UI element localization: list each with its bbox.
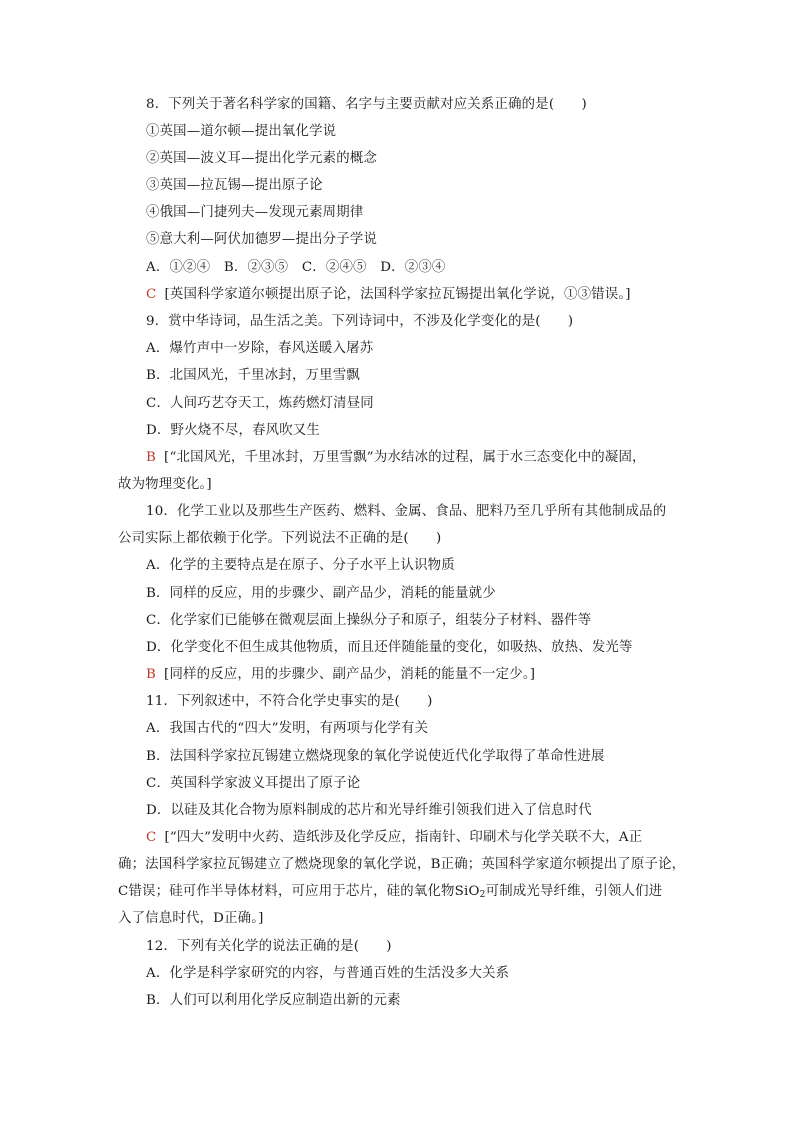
answer-explanation: [英国科学家道尔顿提出原子论，法国科学家拉瓦锡提出氧化学说，①③错误。] xyxy=(164,287,631,302)
question-11-stem: 11．下列叙述中，不符合化学史事实的是( ) xyxy=(146,694,433,709)
question-10-stem-2: 公司实际上都依赖于化学。下列说法不正确的是( ) xyxy=(118,531,442,546)
question-12-stem: 12．下列有关化学的说法正确的是( ) xyxy=(146,939,392,954)
question-11-option-c: C．英国科学家波义耳提出了原子论 xyxy=(146,776,361,791)
answer-letter: B xyxy=(146,667,157,682)
question-9-answer xyxy=(146,449,646,467)
question-10-option-d: D．化学变化不但生成其他物质，而且还伴随能量的变化，如吸热、放热、发光等 xyxy=(146,640,633,655)
question-9-option-d: D．野火烧不尽，春风吹又生 xyxy=(146,423,321,438)
answer-explanation: [同样的反应，用的步骤少、副产品少，消耗的能量不一定少。] xyxy=(164,667,536,682)
question-11-answer xyxy=(146,829,642,847)
question-10-option-b: B．同样的反应，用的步骤少、副产品少，消耗的能量就少 xyxy=(146,586,496,601)
question-8-item-1: ①英国—道尔顿—提出氧化学说 xyxy=(146,124,337,139)
answer-text: C错误；硅可作半导体材料，可应用于芯片，硅的氧化物 xyxy=(118,884,455,899)
question-11-answer-cont-1: 确；法国科学家拉瓦锡建立了燃烧现象的氧化学说，B正确；英国科学家道尔顿提出了原子论， xyxy=(118,857,686,872)
answer-explanation: [“四大”发明中火药、造纸涉及化学反应，指南针、印刷术与化学关联不大，A正 xyxy=(164,830,643,845)
answer-letter: C xyxy=(146,830,157,845)
question-9-stem: 9．赏中华诗词，品生活之美。下列诗词中，不涉及化学变化的是( ) xyxy=(146,314,574,329)
question-9-option-b: B．北国风光，千里冰封，万里雪飘 xyxy=(146,368,360,383)
question-8-answer xyxy=(146,286,631,304)
question-11-option-b: B．法国科学家拉瓦锡建立燃烧现象的氧化学说使近代化学取得了革命性进展 xyxy=(146,749,605,764)
answer-explanation: [“北国风光，千里冰封，万里雪飘”为水结冰的过程，属于水三态变化中的凝固， xyxy=(164,450,646,465)
chemical-formula: SiO$_2$ xyxy=(454,884,486,900)
answer-letter: C xyxy=(146,287,157,302)
question-8-item-2: ②英国—波义耳—提出化学元素的概念 xyxy=(146,151,378,166)
question-10-stem-1: 10．化学工业以及那些生产医药、燃料、金属、食品、肥料乃至几乎所有其他制成品的 xyxy=(146,504,667,519)
question-8-item-4: ④俄国—门捷列夫—发现元素周期律 xyxy=(146,205,364,220)
question-8-options: A．①②④ B．②③⑤ C．②④⑤ D．②③④ xyxy=(146,260,446,275)
question-9-option-c: C．人间巧艺夺天工，炼药燃灯清昼同 xyxy=(146,396,374,411)
question-8-item-3: ③英国—拉瓦锡—提出原子论 xyxy=(146,178,323,193)
question-11-option-a: A．我国古代的“四大”发明，有两项与化学有关 xyxy=(146,721,429,736)
question-10-answer xyxy=(146,666,535,684)
question-11-option-d: D．以硅及其化合物为原料制成的芯片和光导纤维引领我们进入了信息时代 xyxy=(146,803,592,818)
question-10-option-c: C．化学家们已能够在微观层面上操纵分子和原子，组装分子材料、器件等 xyxy=(146,613,592,628)
answer-text: 可制成光导纤维，引领人们进 xyxy=(485,884,663,899)
question-12-option-a: A．化学是科学家研究的内容，与普通百姓的生活没多大关系 xyxy=(146,966,510,981)
question-8-item-5: ⑤意大利—阿伏加德罗—提出分子学说 xyxy=(146,232,378,247)
question-8-stem: 8．下列关于著名科学家的国籍、名字与主要贡献对应关系正确的是( ) xyxy=(146,97,587,112)
question-9-answer-cont: 故为物理变化。] xyxy=(118,477,212,492)
question-10-option-a: A．化学的主要特点是在原子、分子水平上认识物质 xyxy=(146,558,455,573)
question-12-option-b: B．人们可以利用化学反应制造出新的元素 xyxy=(146,993,401,1008)
answer-letter: B xyxy=(146,450,157,465)
question-11-answer-cont-2 xyxy=(118,883,662,904)
question-9-option-a: A．爆竹声中一岁除，春风送暖入屠苏 xyxy=(146,341,374,356)
question-11-answer-cont-3: 入了信息时代，D正确。] xyxy=(118,911,264,926)
